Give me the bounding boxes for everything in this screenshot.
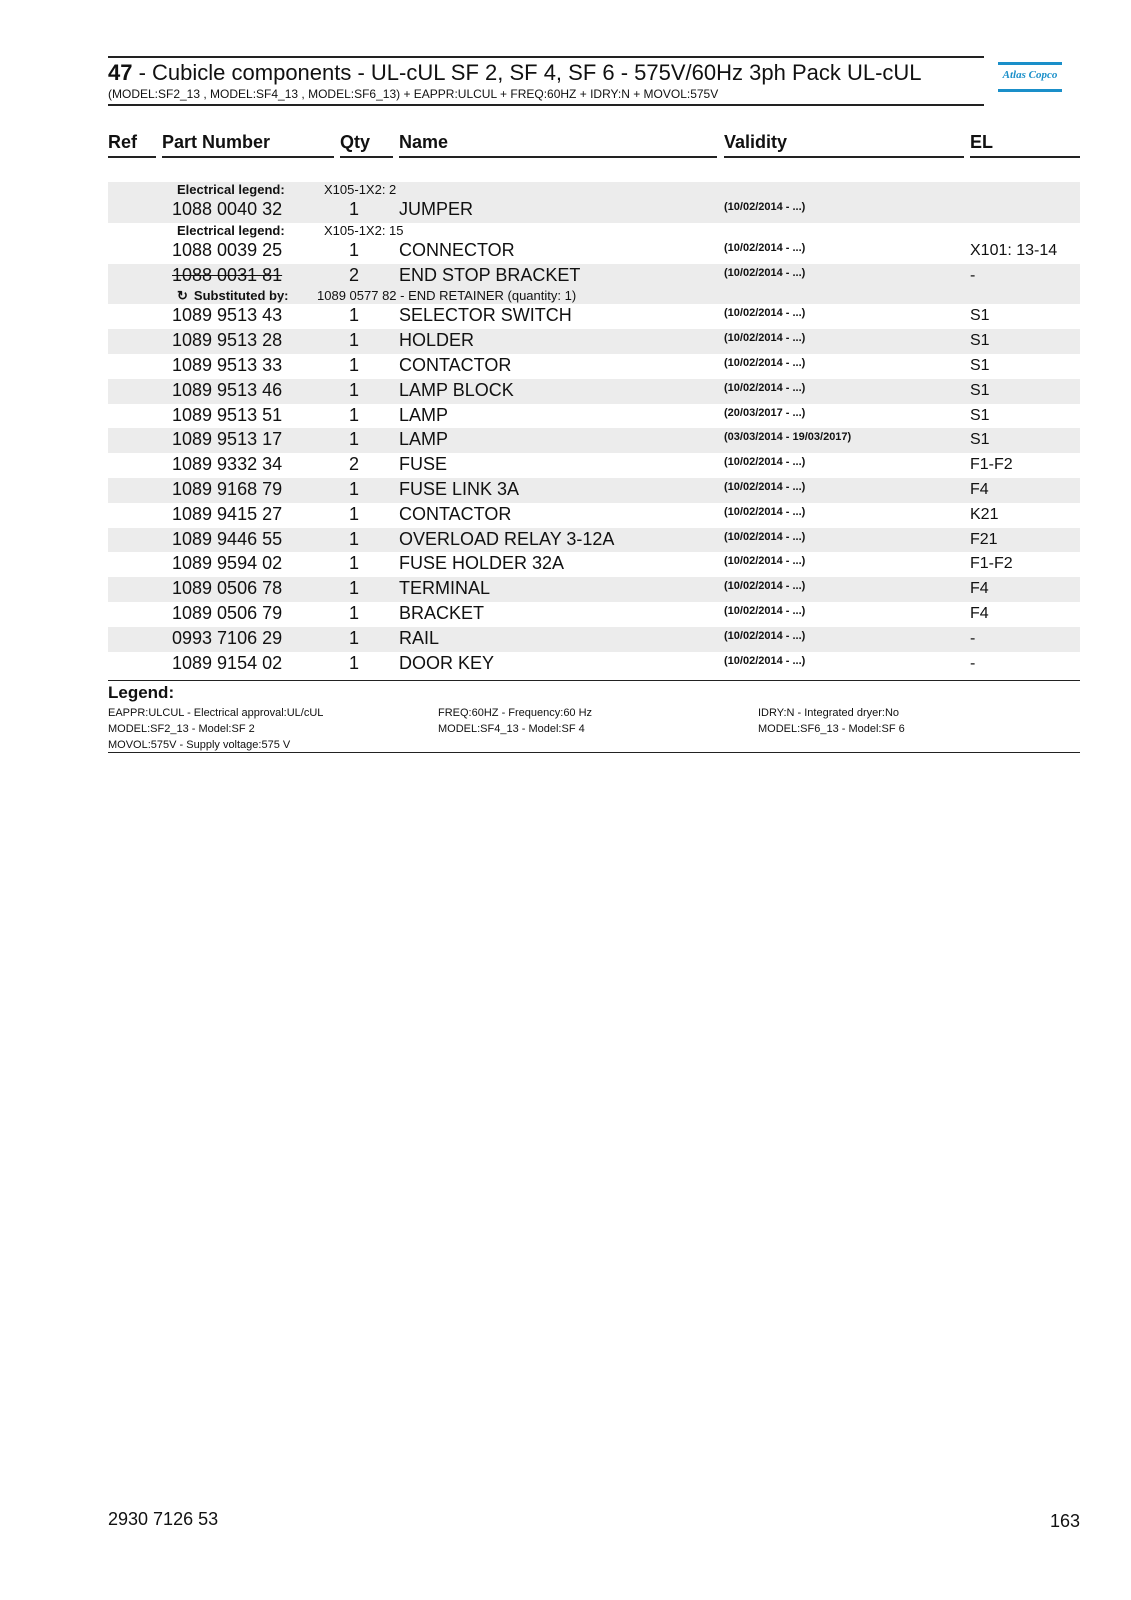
validity: (10/02/2014 - ...) bbox=[724, 356, 806, 369]
col-name: Name bbox=[399, 132, 717, 158]
meta-label bbox=[177, 288, 289, 304]
electrical-ref: S1 bbox=[970, 431, 990, 449]
quantity: 2 bbox=[348, 454, 359, 475]
part-name: OVERLOAD RELAY 3-12A bbox=[399, 528, 615, 549]
table-row bbox=[108, 627, 1080, 652]
validity: (10/02/2014 - ...) bbox=[724, 241, 806, 254]
electrical-legend-row bbox=[108, 223, 1080, 239]
quantity: 1 bbox=[348, 305, 359, 326]
part-name: CONTACTOR bbox=[399, 354, 512, 375]
table-row bbox=[108, 239, 1080, 264]
part-number: 1089 9513 28 bbox=[172, 330, 283, 351]
validity: (10/02/2014 - ...) bbox=[724, 629, 806, 642]
electrical-ref: K21 bbox=[970, 505, 999, 523]
part-name: SELECTOR SWITCH bbox=[399, 305, 572, 326]
validity: (10/02/2014 - ...) bbox=[724, 530, 806, 543]
part-number: 1088 0031 81 bbox=[172, 264, 283, 285]
part-name: LAMP bbox=[399, 404, 449, 425]
quantity: 1 bbox=[348, 528, 359, 549]
meta-label-text: Electrical legend: bbox=[177, 222, 285, 238]
part-number: 1089 9513 51 bbox=[172, 404, 283, 425]
col-validity: Validity bbox=[724, 132, 964, 158]
legend-item: FREQ:60HZ - Frequency:60 Hz bbox=[438, 707, 593, 719]
table-row bbox=[108, 528, 1080, 553]
table-row bbox=[108, 478, 1080, 503]
quantity: 1 bbox=[348, 354, 359, 375]
section-number: 47 bbox=[108, 60, 133, 85]
parts-table bbox=[108, 182, 1080, 676]
meta-value: X105-1X2: 15 bbox=[324, 222, 404, 238]
quantity: 1 bbox=[348, 379, 359, 400]
electrical-ref: F1-F2 bbox=[970, 555, 1013, 573]
part-name: FUSE LINK 3A bbox=[399, 478, 520, 499]
legend-item: MOVOL:575V - Supply voltage:575 V bbox=[108, 739, 291, 751]
page-title bbox=[108, 60, 922, 86]
validity: (10/02/2014 - ...) bbox=[724, 381, 806, 394]
table-row bbox=[108, 264, 1080, 289]
electrical-ref: S1 bbox=[970, 307, 990, 325]
document-number: 2930 7126 53 bbox=[108, 1509, 219, 1529]
table-row bbox=[108, 379, 1080, 404]
part-name: FUSE HOLDER 32A bbox=[399, 553, 565, 574]
electrical-ref: F4 bbox=[970, 580, 989, 598]
validity: (10/02/2014 - ...) bbox=[724, 604, 806, 617]
table-row bbox=[108, 428, 1080, 453]
validity: (10/02/2014 - ...) bbox=[724, 505, 806, 518]
substitution-row bbox=[108, 288, 1080, 304]
electrical-ref: - bbox=[970, 266, 976, 284]
quantity: 1 bbox=[348, 429, 359, 450]
legend-item: EAPPR:ULCUL - Electrical approval:UL/cUL bbox=[108, 707, 324, 719]
part-number: 0993 7106 29 bbox=[172, 627, 283, 648]
legend-item: MODEL:SF4_13 - Model:SF 4 bbox=[438, 723, 585, 735]
logo-bar-bottom bbox=[998, 89, 1062, 92]
validity: (20/03/2017 - ...) bbox=[724, 406, 806, 419]
electrical-ref: F4 bbox=[970, 604, 989, 622]
table-row bbox=[108, 602, 1080, 627]
part-number: 1089 9513 33 bbox=[172, 354, 283, 375]
electrical-ref: S1 bbox=[970, 356, 990, 374]
part-name: JUMPER bbox=[399, 199, 474, 219]
part-name: HOLDER bbox=[399, 330, 475, 351]
quantity: 1 bbox=[348, 602, 359, 623]
electrical-ref: F21 bbox=[970, 530, 998, 548]
part-number: 1089 0506 79 bbox=[172, 602, 283, 623]
electrical-ref: F4 bbox=[970, 480, 989, 498]
part-number: 1089 9594 02 bbox=[172, 553, 283, 574]
quantity: 1 bbox=[348, 503, 359, 524]
meta-value: X105-1X2: 2 bbox=[324, 182, 397, 197]
part-name: LAMP bbox=[399, 429, 449, 450]
table-row bbox=[108, 503, 1080, 528]
table-row bbox=[108, 354, 1080, 379]
part-name: DOOR KEY bbox=[399, 652, 495, 673]
page-number: 163 bbox=[1049, 1511, 1080, 1531]
quantity: 1 bbox=[348, 478, 359, 499]
validity: (10/02/2014 - ...) bbox=[724, 555, 806, 568]
quantity: 1 bbox=[348, 330, 359, 351]
electrical-ref: S1 bbox=[970, 332, 990, 350]
legend bbox=[108, 680, 1080, 753]
electrical-ref: - bbox=[970, 654, 976, 672]
part-number: 1089 9513 46 bbox=[172, 379, 283, 400]
legend-item: IDRY:N - Integrated dryer:No bbox=[758, 707, 900, 719]
part-number: 1089 9513 17 bbox=[172, 429, 283, 450]
electrical-legend-row bbox=[108, 182, 1080, 198]
meta-label bbox=[177, 182, 285, 197]
part-number: 1089 9446 55 bbox=[172, 528, 283, 549]
quantity: 1 bbox=[348, 553, 359, 574]
part-name: FUSE bbox=[399, 454, 448, 475]
substitute-icon: ↻ bbox=[177, 288, 188, 304]
validity: (10/02/2014 - ...) bbox=[724, 307, 806, 320]
part-number: 1089 9154 02 bbox=[172, 652, 283, 673]
electrical-ref: - bbox=[970, 629, 976, 647]
section-title: - Cubicle components - UL-cUL SF 2, SF 4, SF 6 - 575V/60Hz 3ph Pack UL-cUL bbox=[132, 60, 922, 85]
validity: (10/02/2014 - ...) bbox=[724, 580, 806, 593]
part-number: 1089 9513 43 bbox=[172, 305, 283, 326]
col-el: EL bbox=[970, 132, 1080, 158]
table-row bbox=[108, 198, 1080, 223]
table-row bbox=[108, 453, 1080, 478]
legend-item: MODEL:SF6_13 - Model:SF 6 bbox=[758, 723, 905, 735]
electrical-ref: S1 bbox=[970, 406, 990, 424]
part-name: CONTACTOR bbox=[399, 503, 512, 524]
electrical-ref: X101: 13-14 bbox=[970, 241, 1058, 259]
page-header bbox=[108, 56, 984, 106]
meta-value: 1089 0577 82 - END RETAINER (quantity: 1) bbox=[317, 288, 577, 304]
col-part-number: Part Number bbox=[162, 132, 334, 158]
electrical-ref: F1-F2 bbox=[970, 456, 1013, 474]
part-name: END STOP BRACKET bbox=[399, 264, 581, 285]
legend-item: MODEL:SF2_13 - Model:SF 2 bbox=[108, 723, 255, 735]
quantity: 2 bbox=[348, 264, 359, 285]
meta-label bbox=[177, 223, 285, 238]
part-number: 1089 9415 27 bbox=[172, 503, 283, 524]
part-name: LAMP BLOCK bbox=[399, 379, 514, 400]
part-name: CONNECTOR bbox=[399, 239, 515, 260]
meta-label-text: Electrical legend: bbox=[177, 182, 285, 197]
table-row bbox=[108, 577, 1080, 602]
page-subtitle: (MODEL:SF2_13 , MODEL:SF4_13 , MODEL:SF6_13) + EAPPR:ULCUL + FREQ:60HZ + IDRY:N + MOVOL:575V bbox=[108, 87, 719, 101]
legend-title: Legend: bbox=[108, 683, 175, 702]
electrical-ref: S1 bbox=[970, 381, 990, 399]
logo-text: Atlas Copco bbox=[1002, 69, 1058, 81]
part-number: 1089 9168 79 bbox=[172, 478, 283, 499]
col-ref: Ref bbox=[108, 132, 156, 158]
quantity: 1 bbox=[348, 199, 359, 219]
table-row bbox=[108, 329, 1080, 354]
table-row bbox=[108, 652, 1080, 677]
quantity: 1 bbox=[348, 239, 359, 260]
quantity: 1 bbox=[348, 404, 359, 425]
validity: (10/02/2014 - ...) bbox=[724, 332, 806, 345]
col-qty: Qty bbox=[340, 132, 393, 158]
quantity: 1 bbox=[348, 627, 359, 648]
part-name: BRACKET bbox=[399, 602, 485, 623]
validity: (10/02/2014 - ...) bbox=[724, 456, 806, 469]
validity: (10/02/2014 - ...) bbox=[724, 266, 806, 279]
part-number: 1089 0506 78 bbox=[172, 578, 283, 599]
validity: (10/02/2014 - ...) bbox=[724, 201, 806, 213]
part-number: 1088 0040 32 bbox=[172, 199, 283, 219]
table-row bbox=[108, 552, 1080, 577]
logo-bar-top bbox=[998, 62, 1062, 65]
part-number: 1089 9332 34 bbox=[172, 454, 283, 475]
quantity: 1 bbox=[348, 578, 359, 599]
table-row bbox=[108, 304, 1080, 329]
quantity: 1 bbox=[348, 652, 359, 673]
meta-label-text: Substituted by: bbox=[193, 288, 289, 304]
validity: (03/03/2014 - 19/03/2017) bbox=[724, 431, 852, 444]
atlas-copco-logo bbox=[998, 62, 1062, 94]
part-name: RAIL bbox=[399, 627, 440, 648]
part-number: 1088 0039 25 bbox=[172, 239, 283, 260]
validity: (10/02/2014 - ...) bbox=[724, 654, 806, 667]
validity: (10/02/2014 - ...) bbox=[724, 480, 806, 493]
part-name: TERMINAL bbox=[399, 578, 491, 599]
table-row bbox=[108, 404, 1080, 429]
